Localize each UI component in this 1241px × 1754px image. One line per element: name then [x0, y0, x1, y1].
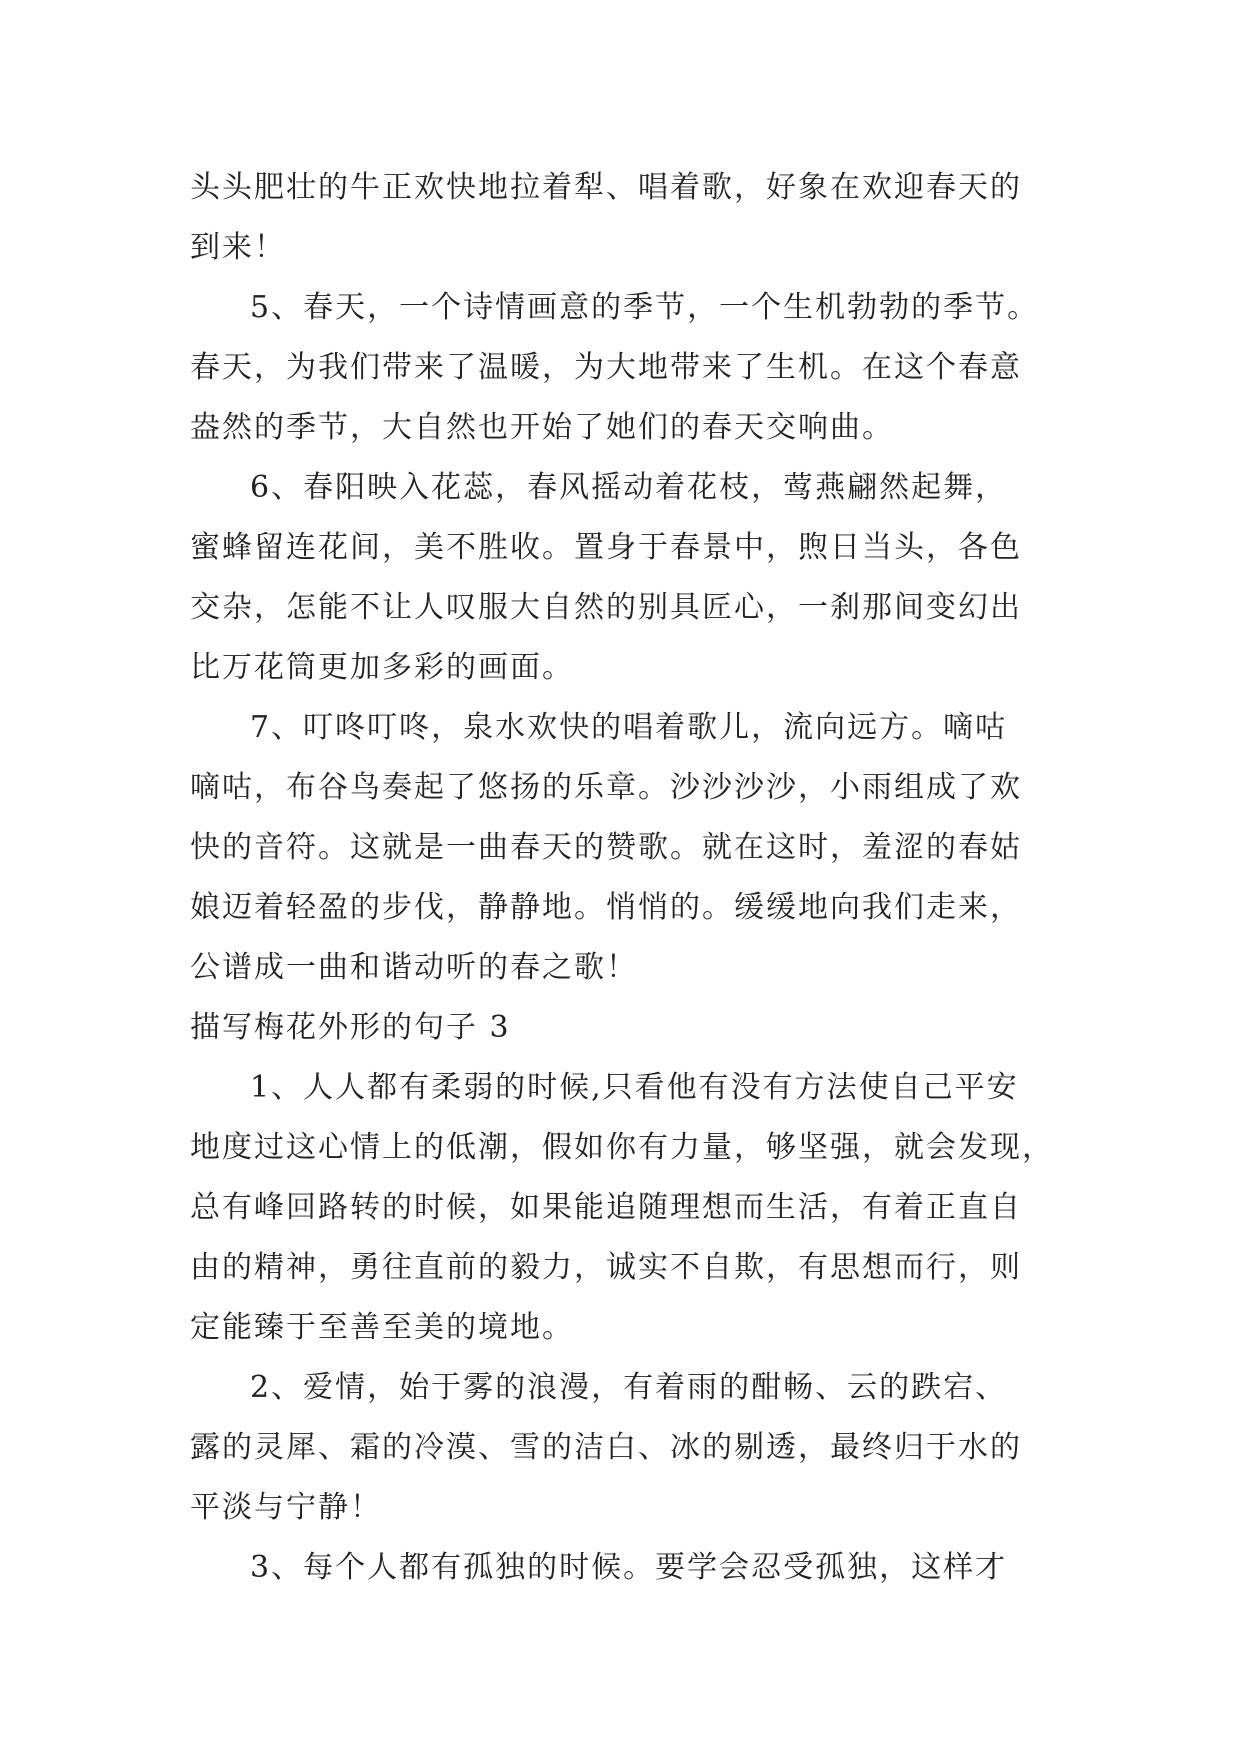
text-line: 娘迈着轻盈的步伐，静静地。悄悄的。缓缓地向我们走来， [190, 890, 1022, 925]
text-line: 比万花筒更加多彩的画面。 [190, 650, 574, 685]
text-line: 定能臻于至善至美的境地。 [190, 1310, 574, 1345]
text-line: 嘀咕，布谷鸟奏起了悠扬的乐章。沙沙沙沙，小雨组成了欢 [190, 770, 1022, 805]
text-line: 盎然的季节，大自然也开始了她们的春天交响曲。 [190, 410, 894, 445]
paragraph-start-line: 1、人人都有柔弱的时候,只看他有没有方法使自己平安 [250, 1070, 1019, 1105]
section-heading: 描写梅花外形的句子 3 [190, 1010, 511, 1045]
text-line: 平淡与宁静！ [190, 1490, 382, 1525]
text-line: 春天，为我们带来了温暖，为大地带来了生机。在这个春意 [190, 350, 1022, 385]
paragraph-start-line: 5、春天，一个诗情画意的季节，一个生机勃勃的季节。 [250, 290, 1040, 325]
text-line: 交杂，怎能不让人叹服大自然的别具匠心，一刹那间变幻出 [190, 590, 1022, 625]
text-line: 到来！ [190, 230, 286, 265]
text-line: 快的音符。这就是一曲春天的赞歌。就在这时，羞涩的春姑 [190, 830, 1022, 865]
text-line: 蜜蜂留连花间，美不胜收。置身于春景中，煦日当头，各色 [190, 530, 1022, 565]
paragraph-start-line: 2、爱情，始于雾的浪漫，有着雨的酣畅、云的跌宕、 [250, 1370, 1008, 1405]
text-line: 公谱成一曲和谐动听的春之歌！ [190, 950, 638, 985]
text-line: 头头肥壮的牛正欢快地拉着犁、唱着歌，好象在欢迎春天的 [190, 170, 1022, 205]
text-line: 由的精神，勇往直前的毅力，诚实不自欺，有思想而行，则 [190, 1250, 1022, 1285]
paragraph-start-line: 7、叮咚叮咚，泉水欢快的唱着歌儿，流向远方。嘀咕 [250, 710, 1008, 745]
text-line: 露的灵犀、霜的冷漠、雪的洁白、冰的剔透，最终归于水的 [190, 1430, 1022, 1465]
document-body [190, 158, 1070, 1598]
text-line: 地度过这心情上的低潮，假如你有力量，够坚强，就会发现， [190, 1130, 1054, 1165]
paragraph-start-line: 3、每个人都有孤独的时候。要学会忍受孤独，这样才 [250, 1550, 1008, 1585]
text-line: 总有峰回路转的时候，如果能追随理想而生活，有着正直自 [190, 1190, 1022, 1225]
paragraph-start-line: 6、春阳映入花蕊，春风摇动着花枝，莺燕翩然起舞， [250, 470, 1008, 505]
